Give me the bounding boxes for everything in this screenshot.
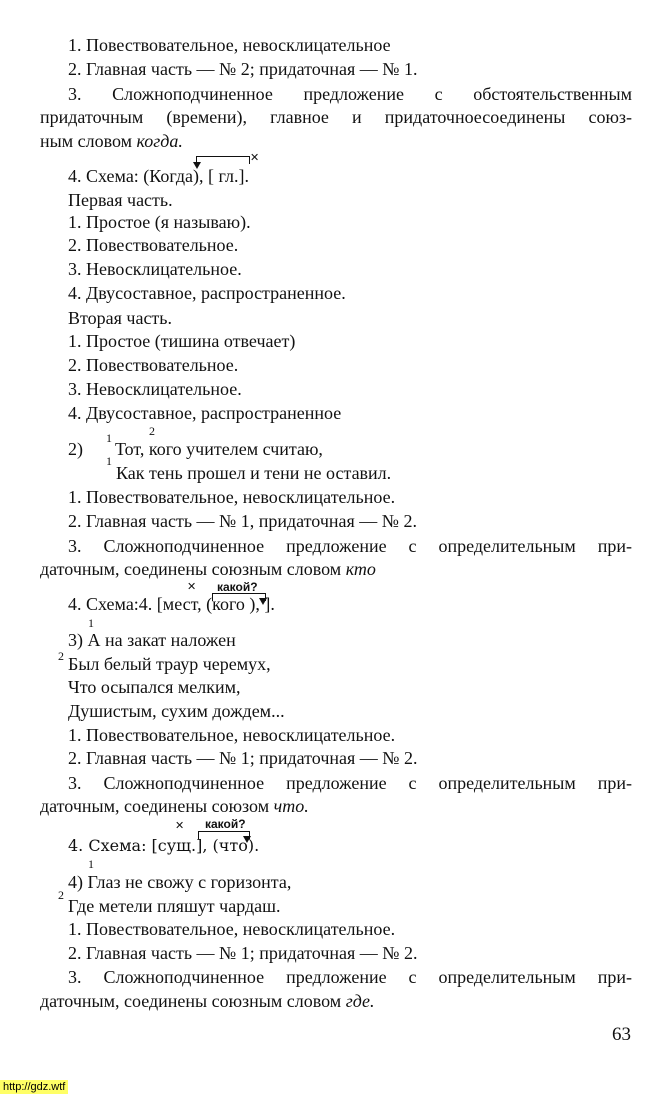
text-line xyxy=(40,130,183,152)
bracket-arrow xyxy=(196,156,250,164)
superscript: 1 xyxy=(88,857,94,871)
superscript: 2 xyxy=(149,424,155,438)
text-line xyxy=(40,795,309,817)
poem-line: Душистым, сухим дождем... xyxy=(68,701,285,721)
italic-word: кто xyxy=(345,559,376,579)
question-label: какой? xyxy=(217,580,258,594)
text-span: даточным, соединены союзным словом xyxy=(40,559,346,579)
text-line xyxy=(40,990,375,1012)
cross-icon: ✕ xyxy=(187,580,197,593)
text-span: даточным, соединены союзным словом xyxy=(40,991,346,1011)
text-line: 4. Двусоставное, распространенное. xyxy=(68,283,346,303)
text-span: даточным, соединены союзом xyxy=(40,796,274,816)
text-span: ным словом xyxy=(40,131,137,151)
page-number: 63 xyxy=(612,1024,631,1045)
text-line: 4. Двусоставное, распространенное xyxy=(68,403,342,423)
poem-line: 3) А на закат наложен xyxy=(68,630,236,650)
poem-line: Был белый траур черемух, xyxy=(68,654,271,674)
text-line xyxy=(40,558,376,580)
cross-icon: ✕ xyxy=(250,151,260,164)
poem-line: Тот, кого учителем считаю, xyxy=(115,439,323,459)
italic-word: где. xyxy=(345,991,375,1011)
poem-line: 4) Глаз не свожу с горизонта, xyxy=(68,872,292,892)
subscript: 1 xyxy=(106,454,112,468)
text-line: 3. Невосклицательное. xyxy=(68,259,242,279)
text-line: 3. Сложноподчиненное предложение с определительным при- xyxy=(68,967,632,987)
text-line: 2. Повествовательное. xyxy=(68,235,239,255)
text-line: Первая часть. xyxy=(68,190,173,210)
text-line: Вторая часть. xyxy=(68,308,173,328)
text-line: 2. Главная часть — № 1, придаточная — № 2. xyxy=(68,511,417,531)
text-line: 2. Повествовательное. xyxy=(68,355,239,375)
text-line: 1. Повествовательное, невосклицательное. xyxy=(68,919,396,939)
text-line: 1. Повествовательное, невосклицательное. xyxy=(68,487,396,507)
superscript: 2 xyxy=(58,649,64,663)
italic-word: когда. xyxy=(136,131,183,151)
text-line: 1. Простое (я называю). xyxy=(68,212,251,232)
question-label: какой? xyxy=(205,817,246,831)
superscript: 1 xyxy=(106,431,112,445)
text-line: придаточным (времени), главное и придаточноесоединены союз- xyxy=(40,107,632,127)
text-line: 4. Схема:4. [мест, (кого ), ]. xyxy=(68,594,275,614)
text-line: 3. Сложноподчиненное предложение с определительным при- xyxy=(68,773,632,793)
italic-word: что. xyxy=(273,796,309,816)
text-line: 2. Главная часть — № 1; придаточная — № 2. xyxy=(68,943,418,963)
item-number: 2) xyxy=(68,439,83,459)
text-line: 1. Повествовательное, невосклицательное xyxy=(68,35,391,55)
text-line: 1. Повествовательное, невосклицательное. xyxy=(68,725,396,745)
text-line: 4. Схема: [сущ.], (что). xyxy=(68,836,260,855)
cross-icon: ✕ xyxy=(175,819,185,832)
superscript: 2 xyxy=(58,888,64,902)
superscript: 1 xyxy=(88,616,94,630)
text-line: 4. Схема: (Когда), [ гл.]. xyxy=(68,166,249,186)
poem-line: Как тень прошел и тени не оставил. xyxy=(116,463,392,483)
text-line: 3. Невосклицательное. xyxy=(68,379,242,399)
text-line: 2. Главная часть — № 2; придаточная — № 1. xyxy=(68,59,418,79)
poem-line: Что осыпался мелким, xyxy=(68,677,241,697)
text-line: 3. Сложноподчиненное предложение с определительным при- xyxy=(68,536,632,556)
text-line: 1. Простое (тишина отвечает) xyxy=(68,331,296,351)
watermark-link[interactable]: http://gdz.wtf xyxy=(0,1080,68,1094)
text-line: 2. Главная часть — № 1; придаточная — № 2. xyxy=(68,748,418,768)
poem-line: Где метели пляшут чардаш. xyxy=(68,896,281,916)
text-line: 3. Сложноподчиненное предложение с обстоятельственным xyxy=(68,84,632,104)
